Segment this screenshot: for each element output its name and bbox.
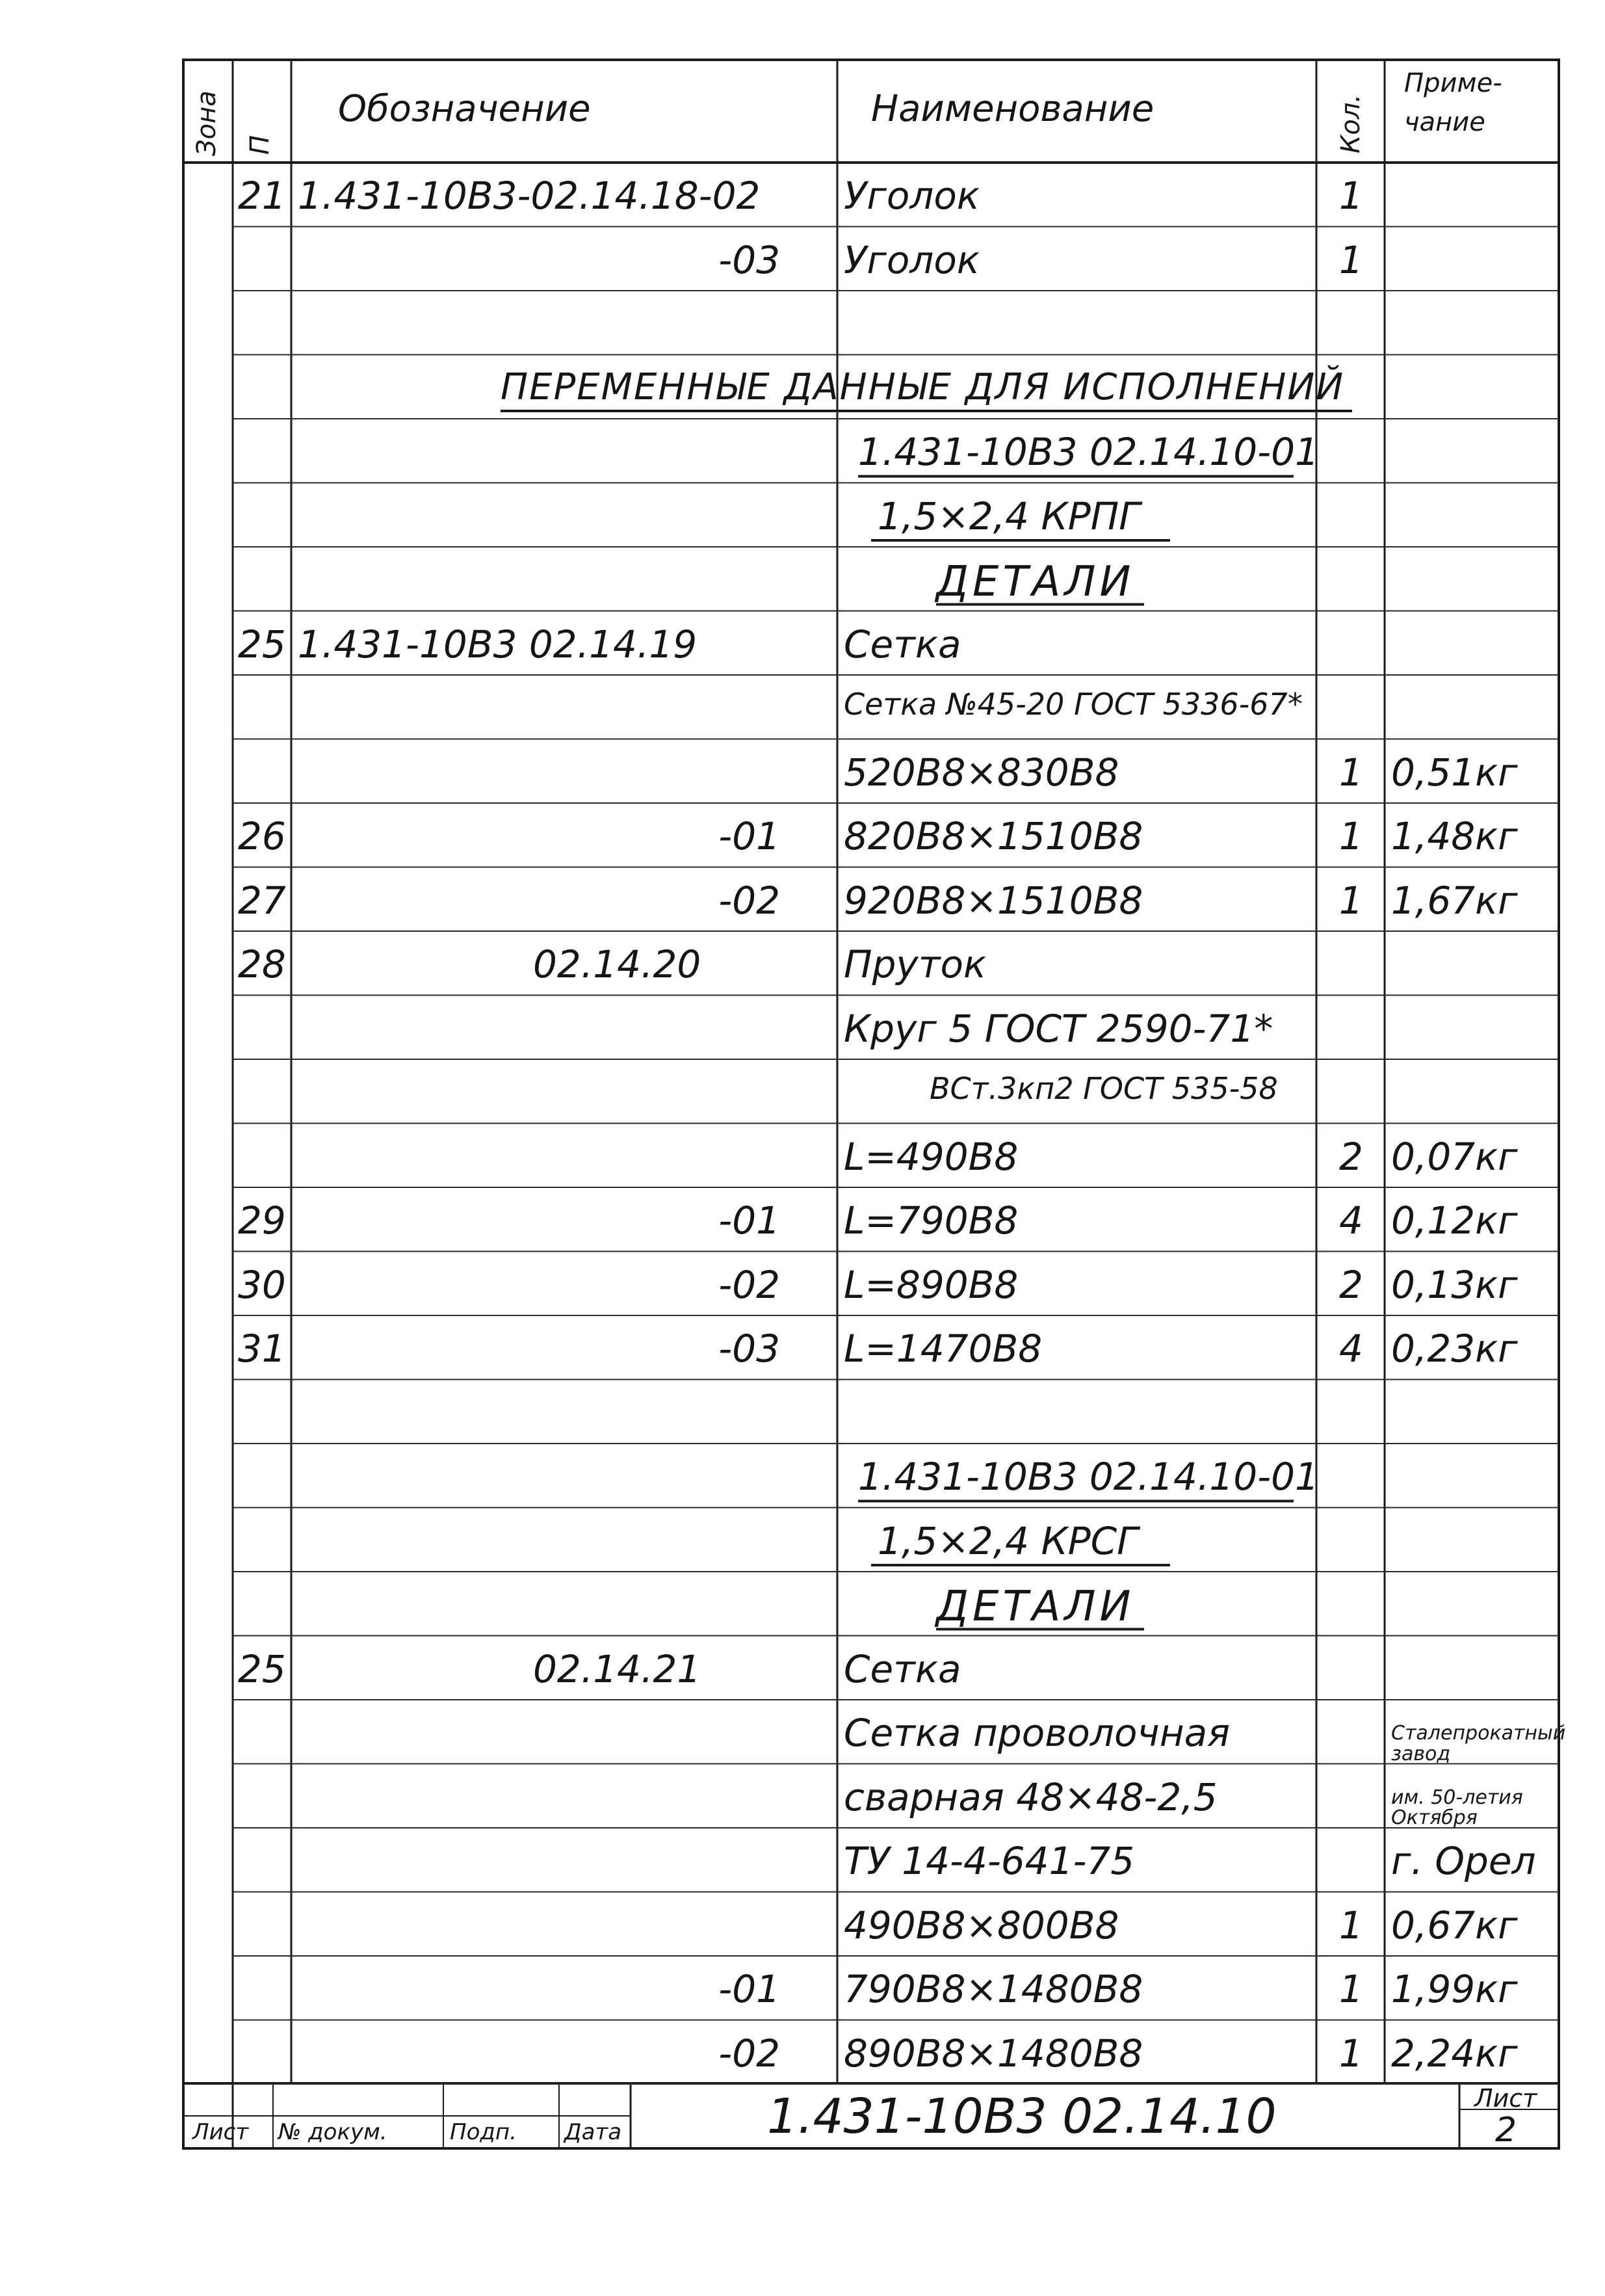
row-note: 0,12кг [1391,1198,1518,1243]
row-position: 25 [238,1646,286,1691]
row-note: г. Орел [1391,1839,1536,1883]
row-quantity: 1 [1339,2031,1363,2076]
row-note: 0,07кг [1391,1134,1518,1179]
row-name: ДЕТАЛИ [936,558,1135,606]
row-position: 26 [238,814,286,858]
row-designation: -01 [718,1967,780,2011]
row-designation: -02 [718,878,780,923]
row-name: 1.431-10В3 02.14.10-01 [858,1455,1319,1499]
row-note: Сталепрокатный завод [1391,1722,1566,1765]
row-note: 2,24кг [1391,2031,1518,2076]
header-quantity: Кол. [1336,94,1366,153]
row-name: L=890В8 [844,1262,1019,1307]
title-block-sign-col: Подп. [450,2119,517,2145]
row-note: 1,67кг [1391,878,1518,923]
row-name: Сетка №45-20 ГОСТ 5336-67* [844,687,1303,722]
header-position: П [245,135,275,155]
row-name: Круг 5 ГОСТ 2590-71* [844,1006,1273,1051]
row-quantity: 1 [1339,237,1363,282]
header-note-line1: Приме- [1404,68,1502,98]
row-position: 30 [238,1262,286,1307]
row-name: сварная 48×48-2,5 [844,1775,1218,1819]
row-designation: -02 [718,2031,780,2076]
row-quantity: 4 [1339,1198,1363,1243]
sheet-label: Лист [1474,2084,1537,2113]
row-name: Уголок [844,237,980,282]
sheet-number: 2 [1495,2111,1517,2150]
row-quantity: 4 [1339,1326,1363,1371]
row-name: 1.431-10В3 02.14.10-01 [858,430,1319,474]
row-position: 31 [238,1326,286,1371]
row-quantity: 1 [1339,1967,1363,2011]
row-name: 1,5×2,4 КРПГ [878,494,1140,538]
row-name: ПЕРЕМЕННЫЕ ДАННЫЕ ДЛЯ ИСПОЛНЕНИЙ [501,365,1345,408]
row-position: 27 [238,878,286,923]
row-name: 920В8×1510В8 [844,878,1143,923]
row-quantity: 1 [1339,174,1363,218]
row-designation: 1.431-10В3 02.14.19 [298,622,698,666]
row-name: L=1470В8 [844,1326,1043,1371]
row-position: 29 [238,1198,286,1243]
row-designation: 02.14.21 [533,1646,701,1691]
header-name: Наименование [871,88,1155,130]
row-name: Сетка [844,1646,961,1691]
row-name: 1,5×2,4 КРСГ [878,1518,1138,1563]
document-number: 1.431-10В3 02.14.10 [767,2089,1277,2144]
row-designation: -03 [718,1326,780,1371]
row-designation: -03 [718,237,780,282]
row-name: Уголок [844,174,980,218]
row-note: 0,51кг [1391,750,1518,795]
row-name: 790В8×1480В8 [844,1967,1143,2011]
row-note: 0,67кг [1391,1903,1518,1947]
row-quantity: 2 [1339,1134,1363,1179]
row-name: L=790В8 [844,1198,1019,1243]
row-note: 0,23кг [1391,1326,1518,1371]
row-name: ДЕТАЛИ [936,1583,1135,1631]
title-block-date-col: Дата [564,2119,622,2145]
row-quantity: 1 [1339,878,1363,923]
row-quantity: 2 [1339,1262,1363,1307]
row-position: 25 [238,622,286,666]
row-note: им. 50-летия Октября [1391,1786,1523,1829]
header-designation: Обозначение [338,88,591,130]
row-position: 28 [238,942,286,986]
row-designation: -01 [718,814,780,858]
row-name: Пруток [844,942,987,986]
row-quantity: 1 [1339,1903,1363,1947]
row-note: 1,48кг [1391,814,1518,858]
row-designation: 02.14.20 [533,942,701,986]
row-name: Сетка проволочная [844,1711,1231,1755]
header-zone: Зона [192,90,222,156]
row-designation: -01 [718,1198,780,1243]
row-designation: -02 [718,1262,780,1307]
row-name: Сетка [844,622,961,666]
row-name: 490В8×800В8 [844,1903,1119,1947]
row-name: 890В8×1480В8 [844,2031,1143,2076]
row-name: ТУ 14-4-641-75 [844,1839,1135,1883]
row-name: 520В8×830В8 [844,750,1119,795]
row-name: 820В8×1510В8 [844,814,1143,858]
title-block-sheet-col: Лист [192,2119,249,2145]
title-block-doc-col: № докум. [278,2119,387,2145]
header-note-line2: чание [1404,107,1485,137]
row-name: ВСт.3кп2 ГОСТ 535-58 [930,1071,1278,1106]
row-note: 0,13кг [1391,1262,1518,1307]
row-quantity: 1 [1339,750,1363,795]
row-position: 21 [238,174,286,218]
row-quantity: 1 [1339,814,1363,858]
row-note: 1,99кг [1391,1967,1518,2011]
row-designation: 1.431-10В3-02.14.18-02 [298,174,761,218]
row-name: L=490В8 [844,1134,1019,1179]
